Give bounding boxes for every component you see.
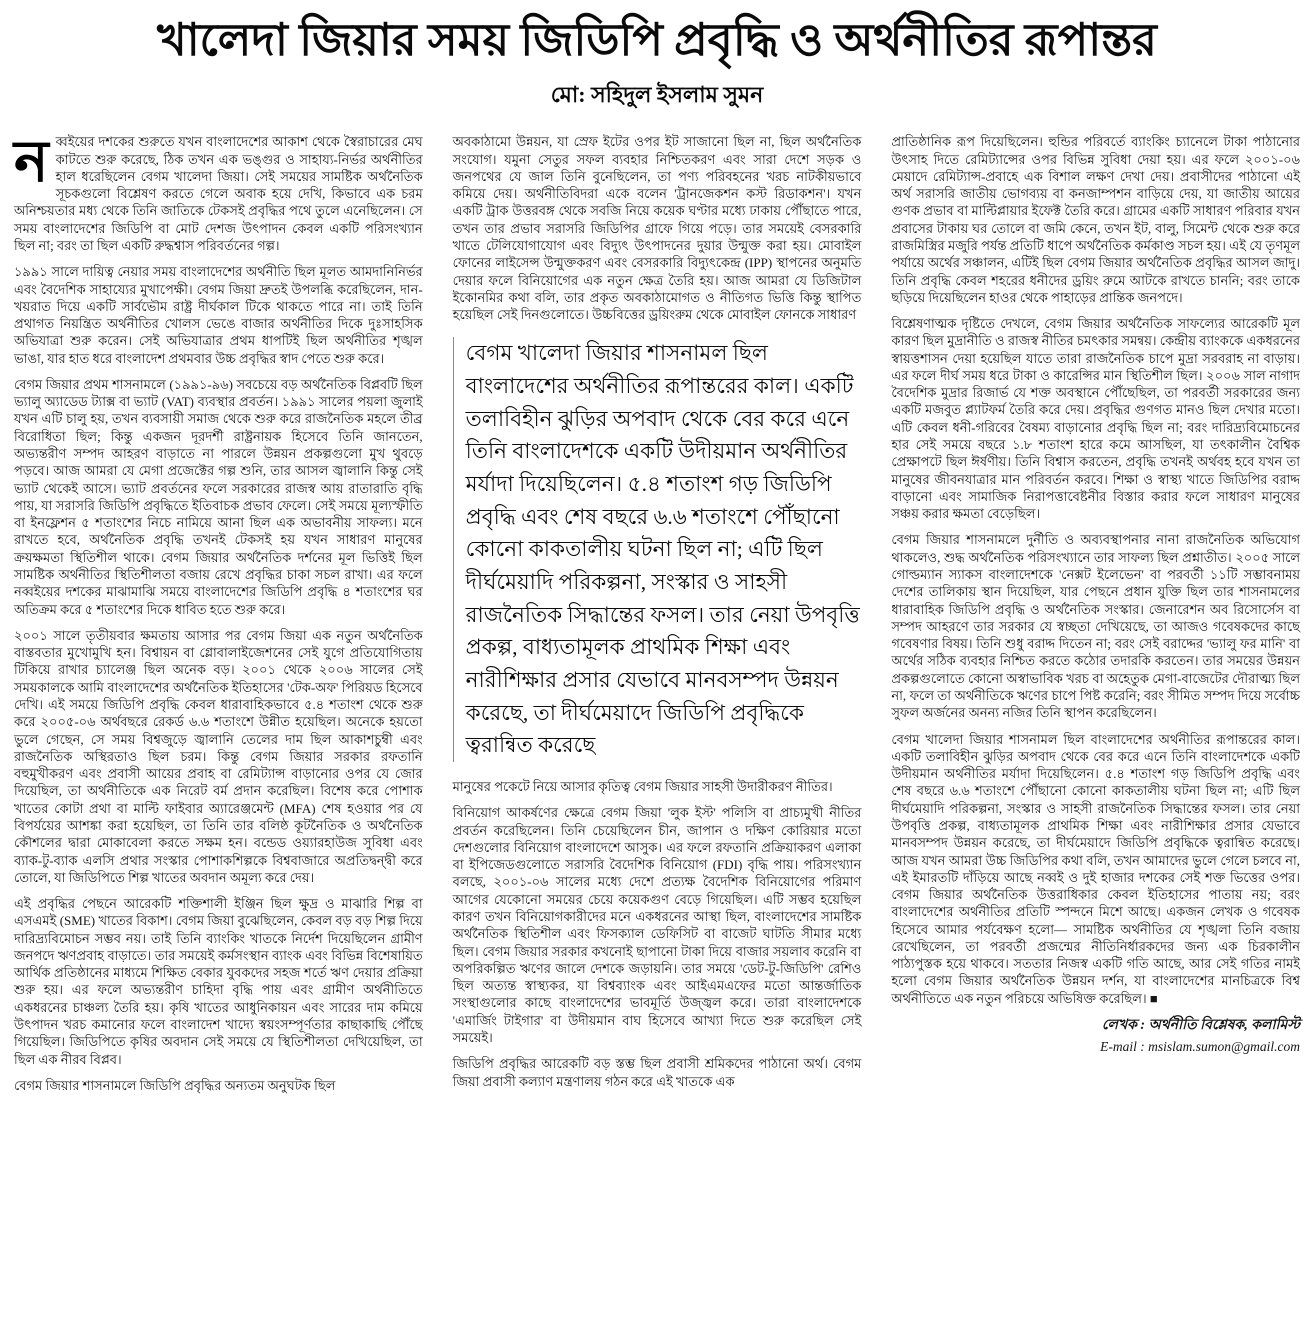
column-3	[891, 133, 1300, 1103]
paragraph: বিশ্লেষণাত্মক দৃষ্টিতে দেখলে, বেগম জিয়ার অর্থনৈতিক সাফল্যের আরেকটি মূল কারণ ছিল মুদ্রানীতি ও রাজস্ব নীতির চমৎকার সমন্বয়। কেন্দ্রীয় ব্যাংককে একধরনের স্বায়ত্তশাসন দেয়া হয়েছিল যাতে তারা রাজনৈতিক চাপে মুদ্রা সরবরাহ না বাড়ায়। এর ফলে দীর্ঘ সময় ধরে টাকা ও কারেন্সির মান স্থিতিশীল ছিল। ২০০৬ সাল নাগাদ বৈদেশিক মুদ্রার রিজার্ভ যে শক্ত অবস্থানে পৌঁছেছিল, তা পরবর্তী সরকারের জন্য একটি মজবুত প্ল্যাটফর্ম তৈরি করে দেয়। প্রবৃদ্ধির গুণগত মানও ছিল দেখার মতো। এটি কেবল ধনী-গরিবের বৈষম্য বাড়ানোর প্রবৃদ্ধি ছিল না; বরং দারিদ্র্যবিমোচনের হার সেই সময়ে বছরে ১.৮ শতাংশ হারে কমে আসছিল, যা তৎকালীন বৈশ্বিক প্রেক্ষাপটে ছিল ঈর্ষণীয়। তিনি বিশ্বাস করতেন, প্রবৃদ্ধি তখনই অর্থবহ হবে যখন তা মানুষের জীবনযাত্রার মান পরিবর্তন করবে। শিক্ষা ও স্বাস্থ্য খাতে জিডিপির বরাদ্দ বাড়ানো এবং সামাজিক নিরাপত্তাবেষ্টনীর বিস্তার করার ফলে সাধারণ মানুষের সঞ্চয় করার ক্ষমতা বেড়েছিল।	[891, 316, 1301, 522]
paragraph: এই প্রবৃদ্ধির পেছনে আরেকটি শক্তিশালী ইঞ্জিন ছিল ক্ষুদ্র ও মাঝারি শিল্প বা এসএমই (SME) খাতের বিকাশ। বেগম জিয়া বুঝেছিলেন, কেবল বড় বড় শিল্প দিয়ে দারিদ্র্যবিমোচন সম্ভব নয়। তাই তিনি ব্যাংকিং খাতকে নির্দেশ দিয়েছিলেন গ্রামীণ জনপদে ঋণপ্রবাহ বাড়াতে। তার সময়েই কর্মসংস্থান ব্যাংক এবং বিভিন্ন বিশেষায়িত আর্থিক প্রতিষ্ঠানের মাধ্যমে শিক্ষিত বেকার যুবকদের সহজ শর্তে ঋণ দেয়ার প্রক্রিয়া শুরু হয়। এর ফলে অভ্যন্তরীণ চাহিদা বৃদ্ধি পায় এবং গ্রামীণ অর্থনীতিতে একধরনের চাঞ্চল্য তৈরি হয়। কৃষি খাতের আধুনিকায়ন এবং সারের দাম কমিয়ে উৎপাদন খরচ কমানোর ফলে বাংলাদেশ খাদ্যে স্বয়ংসম্পূর্ণতার কাছাকাছি পৌঁছে গিয়েছিল। জিডিপিতে কৃষির অবদান সেই সময়ে যে স্থিতিশীলতা দেখিয়েছিল, তা ছিল এক নীরব বিপ্লব।	[14, 896, 423, 1067]
column-2-bottom-paragraphs	[453, 778, 862, 1090]
column-1-paragraphs	[14, 263, 423, 1094]
article-columns	[14, 129, 1301, 1103]
paragraph: অবকাঠামো উন্নয়ন, যা স্রেফ ইটের ওপর ইট সাজানো ছিল না, ছিল অর্থনৈতিক সংযোগ। যমুনা সেতুর সফল ব্যবহার নিশ্চিতকরণ এবং সারা দেশে সড়ক ও জনপথের যে জাল তিনি বুনেছিলেন, তা পণ্য পরিবহনের খরচ নাটকীয়ভাবে কমিয়ে দেয়। অর্থনীতিবিদরা একে বলেন 'ট্রানজেকশন কস্ট রিডাকশন'। যখন একটি ট্রাক উত্তরবঙ্গ থেকে সবজি নিয়ে কয়েক ঘণ্টার মধ্যে ঢাকায় পৌঁছাতে পারে, তখন তার প্রভাব সরাসরি জিডিপির গ্রাফে গিয়ে পড়ে। তার সময়েই বেসরকারি খাতে টেলিযোগাযোগ এবং বিদ্যুৎ উৎপাদনের দুয়ার উন্মুক্ত করা হয়। মোবাইল ফোনের লাইসেন্স উন্মুক্তকরণ এবং বেসরকারি বিদ্যুৎকেন্দ্র (IPP) স্থাপনের অনুমতি দেয়ার ফলে বিনিয়োগের এক নতুন ক্ষেত্র তৈরি হয়। আজ আমরা যে ডিজিটাল ইকোনমির কথা বলি, তার প্রকৃত অবকাঠামোগত ও নীতিগত ভিত্তি কিন্তু স্থাপিত হয়েছিল সেই দিনগুলোতে। উচ্চবিত্তের ড্রয়িংরুম থেকে মোবাইল ফোনকে সাধারণ	[452, 134, 862, 323]
paragraph: বেগম জিয়ার শাসনামলে দুর্নীতি ও অব্যবস্থাপনার নানা রাজনৈতিক অভিযোগ থাকলেও, শুদ্ধ অর্থনৈতিক পরিসংখ্যানে তার সাফল্য ছিল প্রশ্নাতীত। ২০০৫ সালে গোল্ডম্যান স্যাকস বাংলাদেশকে 'নেক্সট ইলেভেন' বা পরবর্তী ১১টি সম্ভাবনাময় দেশের তালিকায় স্থান দিয়েছিল, যার পেছনে প্রধান যুক্তি ছিল তার শাসনামলের ধারাবাহিক জিডিপি প্রবৃদ্ধি ও অর্থনৈতিক সংস্কার। জেনারেশন অব রিসোর্সেস বা সম্পদ আহরণে তার সরকার যে স্বচ্ছতা দেখিয়েছে, তা আজও গবেষকদের কাছে গবেষণার বিষয়। তিনি শুধু বরাদ্দ দিতেন না; বরং সেই বরাদ্দের 'ভ্যালু ফর মানি' বা অর্থের সঠিক ব্যবহার নিশ্চিত করতে কঠোর তদারকি করতেন। তার সময়ের উন্নয়ন প্রকল্পগুলোতে কোনো অস্বাভাবিক খরচ বা অহেতুক মেগা-বাজেটের দৌরাত্ম্য ছিল না, ফলে তা অর্থনীতিকে ঋণের চাপে পিষ্ট করেনি; বরং সীমিত সম্পদ দিয়ে সর্বোচ্চ সুফল অর্জনের অনন্য নজির তিনি স্থাপন করেছিলেন।	[891, 532, 1301, 721]
column-2	[453, 133, 862, 1103]
byline: মো: সহিদুল ইসলাম সুমন	[550, 82, 764, 108]
page-title: খালেদা জিয়ার সময় জিডিপি প্রবৃদ্ধি ও অর্থনীতির রূপান্তর	[157, 15, 1157, 65]
paragraph: বেগম জিয়ার শাসনামলে জিডিপি প্রবৃদ্ধির অন্যতম অনুঘটক ছিল	[14, 1077, 336, 1093]
column-3-paragraphs	[891, 133, 1300, 1007]
paragraph: বেগম জিয়ার প্রথম শাসনামলে (১৯৯১-৯৬) সবচেয়ে বড় অর্থনৈতিক বিপ্লবটি ছিল ভ্যালু অ্যাডেড ট্যাক্স বা ভ্যাট (VAT) ব্যবস্থার প্রবর্তন। ১৯৯১ সালের পয়লা জুলাই যখন এটি চালু হয়, তখন ব্যবসায়ী সমাজ থেকে শুরু করে রাজনৈতিক মহলে তীব্র বিরোধিতা ছিল; কিন্তু একজন দূরদর্শী রাষ্ট্রনায়ক হিসেবে তিনি জানতেন, অভ্যন্তরীণ সম্পদ আহরণ বাড়াতে না পারলে উন্নয়ন প্রকল্পগুলো মুখ থুবড়ে পড়বে। আজ আমরা যে মেগা প্রজেক্টের গল্প শুনি, তার আসল জ্বালানি কিন্তু সেই ভ্যাট থেকেই আসে। ভ্যাট প্রবর্তনের ফলে সরকারের রাজস্ব আয় রাতারাতি বৃদ্ধি পায়, যা সরাসরি জিডিপি প্রবৃদ্ধিতে ইতিবাচক প্রভাব ফেলে। সেই সময়ে মূল্যস্ফীতি বা ইনফ্লেশন ৫ শতাংশের নিচে নামিয়ে আনা ছিল এক অভাবনীয় সাফল্য। মনে রাখতে হবে, অর্থনৈতিক প্রবৃদ্ধি তখনই টেকসই হয় যখন সাধারণ মানুষের ক্রয়ক্ষমতা স্থিতিশীল থাকে। বেগম জিয়ার অর্থনৈতিক দর্শনের মূল ভিত্তিই ছিল সামষ্টিক অর্থনীতির স্থিতিশীলতা বজায় রেখে প্রবৃদ্ধির চাকা সচল রাখা। এর ফলে নব্বইয়ের দশকের মাঝামাঝি সময়ে বাংলাদেশের জিডিপি প্রবৃদ্ধি ৪ শতাংশের ঘর অতিক্রম করে ৫ শতাংশের দিকে ধাবিত হতে শুরু করে।	[14, 376, 423, 617]
paragraph: মানুষের পকেটে নিয়ে আসার কৃতিত্ব বেগম জিয়ার সাহসী উদারীকরণ নীতির।	[452, 779, 833, 795]
column-1	[14, 129, 423, 1103]
paragraph: বিনিয়োগ আকর্ষণের ক্ষেত্রে বেগম জিয়া 'লুক ইস্ট' পলিসি বা প্রাচ্যমুখী নীতির প্রবর্তন করেছিলেন। তিনি চেয়েছিলেন চীন, জাপান ও দক্ষিণ কোরিয়ার মতো দেশগুলোর বিনিয়োগ বাংলাদেশে আসুক। এর ফলে রফতানি প্রক্রিয়াকরণ এলাকা বা ইপিজেডগুলোতে সরাসরি বৈদেশিক বিনিয়োগ (FDI) বৃদ্ধি পায়। পরিসংখ্যান বলছে, ২০০১-০৬ সালের মধ্যে দেশে প্রত্যক্ষ বৈদেশিক বিনিয়োগের পরিমাণ আগের যেকোনো সময়ের চেয়ে কয়েকগুণ বেড়ে গিয়েছিল। এটি সম্ভব হয়েছিল কারণ তখন বিনিয়োগকারীদের মনে একধরনের আস্থা ছিল, বাংলাদেশের সামষ্টিক অর্থনৈতিক স্থিতিশীল এবং ফিসক্যাল ডেফিসিট বা বাজেট ঘাটতি সীমার মধ্যে ছিল। বেগম জিয়ার সরকার কখনোই ছাপানো টাকা দিয়ে বাজার সয়লাব করেনি বা অপরিকল্পিত ঋণের জালে দেশকে জড়ায়নি। তার সময়ে 'ডেট-টু-জিডিপি' রেশিও ছিল অত্যন্ত স্বাস্থ্যকর, যা বিশ্বব্যাংক এবং আইএমএফের মতো আন্তর্জাতিক সংস্থাগুলোর কাছে বাংলাদেশের ভাবমূর্তি উজ্জ্বল করে। তারা বাংলাদেশকে 'এমার্জিং টাইগার' বা উদীয়মান বাঘ হিসেবে আখ্যা দিতে শুরু করেছিল সেই সময়েই।	[452, 805, 862, 1046]
paragraph: জিডিপি প্রবৃদ্ধির আরেকটি বড় স্তম্ভ ছিল প্রবাসী শ্রমিকদের পাঠানো অর্থ। বেগম জিয়া প্রবাসী কল্যাণ মন্ত্রণালয় গঠন করে এই খাতকে এক	[452, 1056, 862, 1089]
pull-quote: বেগম খালেদা জিয়ার শাসনামল ছিল বাংলাদেশের অর্থনীতির রূপান্তরের কাল। একটি তলাবিহীন ঝুড়ির অপবাদ থেকে বের করে এনে তিনি বাংলাদেশকে একটি উদীয়মান অর্থনীতির মর্যাদা দিয়েছিলেন। ৫.৪ শতাংশ গড় জিডিপি প্রবৃদ্ধি এবং শেষ বছরে ৬.৬ শতাংশে পৌঁছানো কোনো কাকতালীয় ঘটনা ছিল না; এটি ছিল দীর্ঘমেয়াদি পরিকল্পনা, সংস্কার ও সাহসী রাজনৈতিক সিদ্ধান্তের ফসল। তার নেয়া উপবৃত্তি প্রকল্প, বাধ্যতামূলক প্রাথমিক শিক্ষা এবং নারীশিক্ষার প্রসার যেভাবে মানবসম্পদ উন্নয়ন করেছে, তা দীর্ঘমেয়াদে জিডিপি প্রবৃদ্ধিকে ত্বরান্বিত করেছে	[453, 337, 862, 762]
column-2-top-paragraphs	[453, 133, 862, 323]
lead-paragraph	[14, 129, 423, 254]
paragraph: ২০০১ সালে তৃতীয়বার ক্ষমতায় আসার পর বেগম জিয়া এক নতুন অর্থনৈতিক বাস্তবতার মুখোমুখি হন। বিশ্বায়ন বা গ্লোবালাইজেশনের সেই যুগে প্রতিযোগিতায় টিকিয়ে রাখার চ্যালেঞ্জ ছিল অনেক বড়। ২০০১ থেকে ২০০৬ সালের সেই সময়কালকে আমি বাংলাদেশের অর্থনৈতিক ইতিহাসের 'টেক-অফ' পিরিয়ড হিসেবে দেখি। এই সময়ে জিডিপি প্রবৃদ্ধি কেবল ধারাবাহিকভাবে ৫.৪ শতাংশ থেকে শুরু করে ২০০৫-০৬ অর্থবছরে রেকর্ড ৬.৬ শতাংশে উন্নীত হয়েছিল। অনেকে হয়তো ভুলে গেছেন, সে সময় বিশ্বজুড়ে জ্বালানি তেলের দাম ছিল আকাশচুম্বী এবং রাজনৈতিক অস্থিরতাও ছিল চরম। কিন্তু বেগম জিয়ার সরকার রফতানি বহুমুখীকরণ এবং প্রবাসী আয়ের প্রবাহ বা রেমিট্যান্স বাড়ানোর ওপর যে জোর দিয়েছিল, তা অর্থনীতিকে এক নিরেট বর্ম প্রদান করেছিল। বিশেষ করে পোশাক খাতের কোটা প্রথা বা মাল্টি ফাইবার অ্যারেঞ্জমেন্ট (MFA) শেষ হওয়ার পর যে বিপর্যয়ের আশঙ্কা করা হয়েছিল, তা তিনি তার বলিষ্ঠ কূটনৈতিক ও অর্থনৈতিক কৌশলের দ্বারা মোকাবেলা করতে সক্ষম হন। বন্ডেড ওয়্যারহাউজ সুবিধা এবং ব্যাক-টু-ব্যাক এলসি প্রথার সংস্কার পোশাকশিল্পকে বিশ্ববাজারে অপ্রতিদ্বন্দ্বী করে তোলে, যা জিডিপিতে শিল্প খাতের অবদান অমূল্য করে দেয়।	[14, 627, 423, 885]
drop-cap: ন	[14, 129, 49, 195]
paragraph: বেগম খালেদা জিয়ার শাসনামল ছিল বাংলাদেশের অর্থনীতির রূপান্তরের কাল। একটি তলাবিহীন ঝুড়ির অপবাদ থেকে বের করে এনে তিনি বাংলাদেশকে একটি উদীয়মান অর্থনীতির মর্যাদা দিয়েছিলেন। ৫.৪ শতাংশ গড় জিডিপি প্রবৃদ্ধি এবং শেষ বছরে ৬.৬ শতাংশে পৌঁছানো কোনো কাকতালীয় ঘটনা ছিল না; এটি ছিল দীর্ঘমেয়াদি পরিকল্পনা, সংস্কার ও সাহসী রাজনৈতিক সিদ্ধান্তের ফসল। তার নেয়া উপবৃত্তি প্রকল্প, বাধ্যতামূলক প্রাথমিক শিক্ষা এবং নারীশিক্ষার প্রসার যেভাবে মানবসম্পদ উন্নয়ন করেছে, তা দীর্ঘমেয়াদে জিডিপি প্রবৃদ্ধিকে ত্বরান্বিত করেছে। আজ যখন আমরা উচ্চ জিডিপির কথা বলি, তখন আমাদের ভুলে গেলে চলবে না, এই ইমারতটি দাঁড়িয়ে আছে নব্বই ও দুই হাজার দশকের সেই শক্ত ভিত্তের ওপর। বেগম জিয়ার অর্থনৈতিক উত্তরাধিকার কেবল ইতিহাসের পাতায় নয়; বরং বাংলাদেশের অর্থনীতির প্রতিটি স্পন্দনে মিশে আছে। একজন লেখক ও গবেষক হিসেবে আমার পর্যবেক্ষণ হলো— সামষ্টিক অর্থনীতির যে শৃঙ্খলা তিনি বজায় রেখেছিলেন, তা পরবর্তী প্রজন্মের নীতিনির্ধারকদের জন্য এক চিরকালীন পাঠ্যপুস্তক হয়ে থাকবে। সততার নিজস্ব একটি গতি আছে, আর সেই গতির নামই হলো বেগম জিয়ার অর্থনৈতিক উন্নয়ন দর্শন, যা বাংলাদেশের মানচিত্রকে বিশ্ব অর্থনীতিতে এক নতুন পরিচয়ে অভিষিক্ত করেছিল। ■	[891, 731, 1301, 1006]
article-footer	[891, 1017, 1300, 1056]
lead-paragraph-text: ব্বইয়ের দশকের শুরুতে যখন বাংলাদেশের আকাশ থেকে স্বৈরাচারের মেঘ কাটতে শুরু করেছে, ঠিক তখন এক ভঙ্গুর ও সাহায্য-নির্ভর অর্থনীতির হাল ধরেছিলেন বেগম খালেদা জিয়া। সেই সময়ের সামষ্টিক অর্থনৈতিক সূচকগুলো বিশ্লেষণ করতে গেলে অবাক হয়ে দেখি, কিভাবে এক চরম অনিশ্চয়তার মধ্য থেকে তিনি জাতিকে টেকসই প্রবৃদ্ধির পথে তুলে এনেছিলেন। সে সময় বাংলাদেশের জিডিপি বা মোট দেশজ উৎপাদন কেবল একটি পরিসংখ্যান ছিল না; বরং তা ছিল একটি রুদ্ধশ্বাস পরিবর্তনের গল্প।	[14, 134, 423, 253]
paragraph: প্রাতিষ্ঠানিক রূপ দিয়েছিলেন। হুন্ডির পরিবর্তে ব্যাংকিং চ্যানেলে টাকা পাঠানোর উৎসাহ দিতে রেমিট্যান্সের ওপর বিভিন্ন সুবিধা দেয়া হয়। এর ফলে ২০০১-০৬ মেয়াদে রেমিট্যান্স-প্রবাহে এক বিশাল লক্ষণ দেখা দেয়। প্রবাসীদের পাঠানো এই অর্থ সরাসরি জাতীয় ভোগব্যয় বা কনজাম্পশন বাড়িয়ে দেয়, যা জাতীয় আয়ের গুণক প্রভাব বা মাল্টিপ্লায়ার ইফেক্ট তৈরি করে। গ্রামের একটি সাধারণ পরিবার যখন প্রবাসের টাকায় ঘর তোলে বা জমি কেনে, তখন ইট, বালু, সিমেন্ট থেকে শুরু করে রাজমিস্ত্রির মজুরি পর্যন্ত প্রতিটি ধাপে অর্থনৈতিক কর্মকাণ্ড সচল হয়। এই যে তৃণমূল পর্যায়ে অর্থের সঞ্চালন, এটিই ছিল বেগম জিয়ার অর্থনৈতিক প্রবৃদ্ধির আসল জাদু। তিনি প্রবৃদ্ধি কেবল শহরের ধনীদের ড্রয়িং রুমে আটকে রাখতে চাননি; বরং তাকে ছড়িয়ে দিয়েছিলেন হাওর থেকে পাহাড়ের প্রান্তিক জনপদে।	[891, 134, 1301, 305]
author-credit: লেখক : অর্থনীতি বিশ্লেষক, কলামিস্ট	[1101, 1018, 1301, 1034]
paragraph: ১৯৯১ সালে দায়িত্ব নেয়ার সময় বাংলাদেশের অর্থনীতি ছিল মূলত আমদানিনির্ভর এবং বৈদেশিক সাহায্যের মুখাপেক্ষী। বেগম জিয়া দ্রুতই উপলব্ধি করেছিলেন, দান-খয়রাত দিয়ে একটি সার্বভৌম রাষ্ট্র দীর্ঘকাল টিকে থাকতে পারে না। তাই তিনি প্রথাগত নিয়ন্ত্রিত অর্থনীতির খোলস ভেঙে বাজার অর্থনীতির দিকে দুঃসাহসিক অভিযাত্রা শুরু করেন। সেই অভিযাত্রার প্রথম ধাপটিই ছিল অর্থনীতির শৃঙ্খল ভাঙা, যার হাত ধরে বাংলাদেশ প্রথমবার উচ্চ প্রবৃদ্ধির স্বাদ পেতে শুরু করে।	[14, 264, 423, 366]
author-email: E-mail : msislam.sumon@gmail.com	[1100, 1038, 1301, 1054]
